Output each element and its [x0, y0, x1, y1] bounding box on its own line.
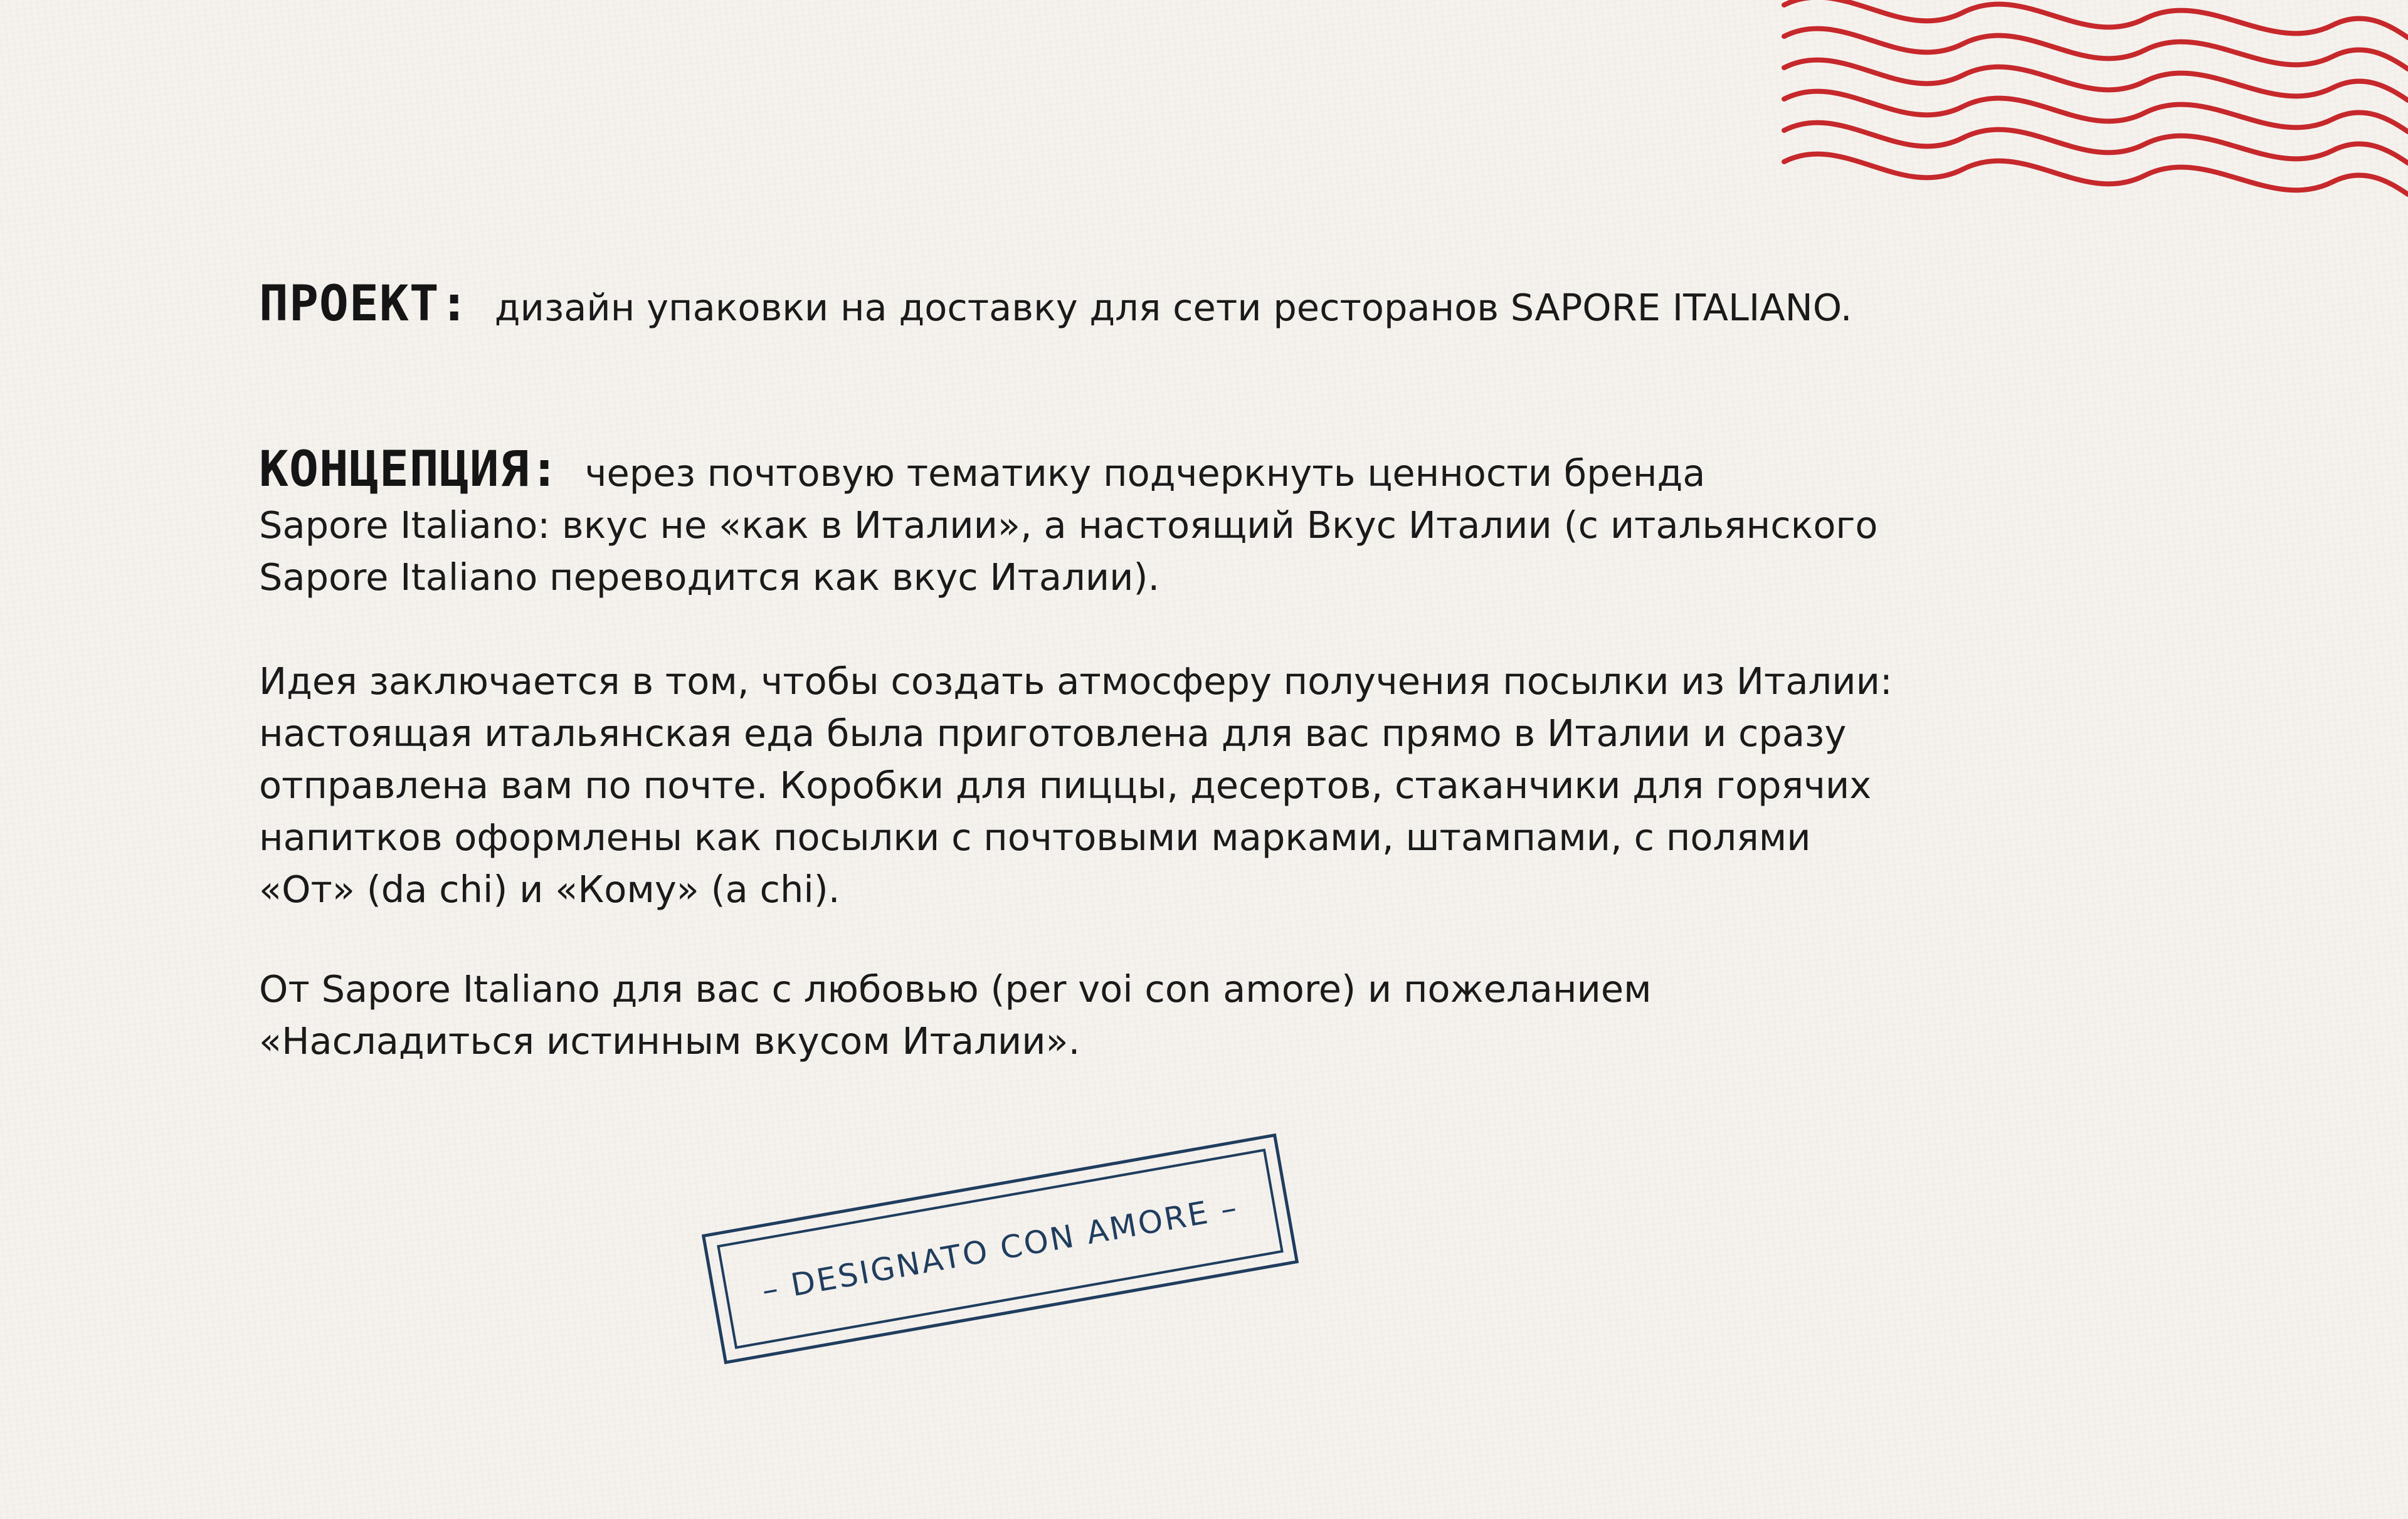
idea-line: настоящая итальянская еда была приготовлена для вас прямо в Италии и сразу — [259, 712, 1847, 755]
concept-line: Sapore Italiano: вкус не «как в Италии», а настоящий Вкус Италии (с итальянского — [259, 503, 1878, 547]
concept-line-text: через почтовую тематику подчеркнуть ценности бренда — [584, 451, 1706, 495]
closing-line: От Sapore Italiano для вас с любовью (per voi con amore) и пожеланием — [259, 967, 1652, 1011]
project-section — [259, 276, 2172, 334]
project-text: дизайн упаковки на доставку для сети ресторанов SAPORE ITALIANO. — [494, 286, 1852, 329]
concept-line: Sapore Italiano переводится как вкус Италии). — [259, 555, 1160, 599]
concept-section — [259, 441, 2172, 603]
closing-line: «Насладиться истинным вкусом Италии». — [259, 1019, 1080, 1063]
idea-paragraph — [259, 655, 2172, 915]
postmark-wavy-lines-icon — [1768, 0, 2408, 251]
idea-line: отправлена вам по почте. Коробки для пиццы, десертов, стаканчики для горячих — [259, 764, 1872, 807]
idea-line: Идея заключается в том, чтобы создать атмосферу получения посылки из Италии: — [259, 660, 1893, 703]
stamp-label: – DESIGNATO CON AMORE – — [759, 1189, 1242, 1309]
project-heading: ПРОЕКТ: — [259, 276, 470, 332]
idea-line: напитков оформлены как посылки с почтовыми марками, штампами, с полями — [259, 816, 1811, 859]
closing-paragraph — [259, 963, 2172, 1067]
stamp-inner-frame — [717, 1148, 1284, 1349]
idea-line: «От» (da chi) и «Кому» (a chi). — [259, 868, 840, 911]
designato-stamp — [702, 1133, 1299, 1364]
concept-heading: КОНЦЕПЦИЯ: — [259, 441, 560, 498]
concept-line — [259, 441, 2172, 499]
